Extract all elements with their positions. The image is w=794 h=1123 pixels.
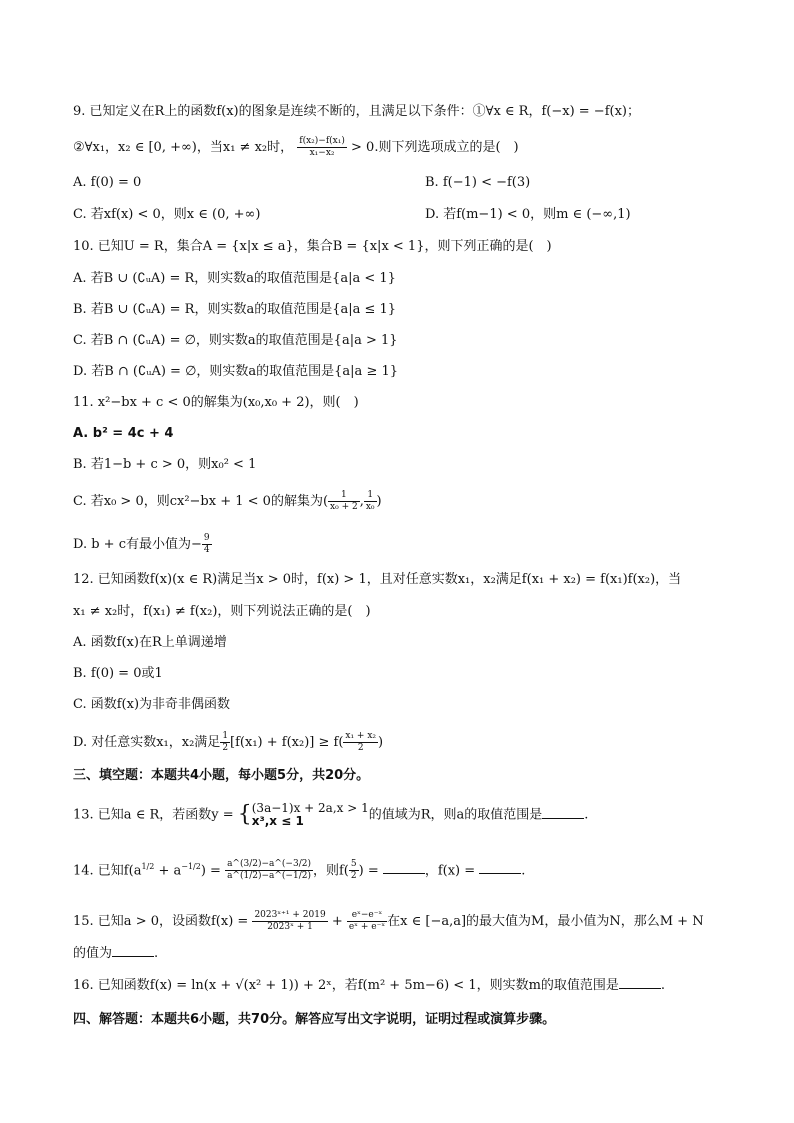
q16-text: 16. 已知函数f(x) = ln(x + √(x² + 1)) + 2ˣ，若f(m² + 5m−6) < 1，则实数m的取值范围是	[73, 978, 619, 993]
q12-optd-frac	[343, 731, 378, 754]
q16-answer-blank[interactable]	[619, 976, 661, 989]
q15-line1	[73, 910, 734, 933]
q10-option-a: A. 若B ∪ (∁ᵤA) = R，则实数a的取值范围是{a|a < 1}	[73, 271, 396, 286]
q13-cases	[252, 802, 369, 828]
q14-mid1: + a	[154, 863, 182, 879]
q12-optd-half-den: 2	[222, 743, 229, 753]
q11-optc-post: )	[376, 494, 382, 509]
q10-option-d: D. 若B ∩ (∁ᵤA) = ∅，则实数a的取值范围是{a|a ≥ 1}	[73, 364, 399, 379]
q15-frac2-den: eˣ + e⁻ˣ	[348, 922, 386, 932]
q14-mid3: ，则f(	[312, 863, 349, 879]
q15-frac1-den: 2023ˣ + 1	[267, 922, 313, 932]
q15-answer-blank[interactable]	[112, 944, 154, 957]
q9-options-row2	[73, 205, 734, 225]
q11-optd-frac	[202, 533, 212, 556]
q14-frac2-num: 5	[350, 859, 357, 870]
q11-optc-frac1	[328, 490, 360, 513]
q14-mid2: ) =	[200, 863, 226, 879]
q11-optd-num: 9	[203, 533, 210, 543]
q12-option-b: B. f(0) = 0或1	[73, 666, 163, 681]
q9-option-a: A. f(0) = 0	[73, 175, 142, 190]
q14-mid4: ) =	[358, 863, 383, 879]
q12-option-d	[73, 731, 734, 754]
q9-options-row1	[73, 173, 734, 193]
q11-optc-f1-num: 1	[328, 490, 360, 502]
q13	[73, 802, 734, 828]
q15-frac1	[252, 910, 327, 933]
q11-optd-pre: D. b + c有最小值为−	[73, 537, 202, 552]
q14-answer-blank-1[interactable]	[383, 861, 425, 874]
q14-pre: 14. 已知f(a	[73, 863, 142, 879]
q9-option-b: B. f(−1) < −f(3)	[425, 175, 531, 190]
q9-option-d: D. 若f(m−1) < 0，则m ∈ (−∞,1)	[425, 207, 631, 222]
q14-mid5: ，f(x) =	[424, 863, 480, 879]
q14-frac	[225, 859, 313, 882]
q15-post: 在x ∈ [−a,a]的最大值为M，最小值为N，那么M + N	[387, 914, 704, 929]
q9-line1: 9. 已知定义在R上的函数f(x)的图象是连续不断的，且满足以下条件：①∀x ∈ R，f(−x) = −f(x)；	[73, 104, 640, 119]
q15-end: .	[154, 946, 159, 961]
q12-option-a: A. 函数f(x)在R上单调递增	[73, 635, 227, 650]
q11-option-d	[73, 533, 734, 556]
q15-line2	[73, 944, 734, 964]
q11-optc-f2-num: 1	[364, 490, 377, 502]
q13-case1: (3a−1)x + 2a,x > 1	[251, 801, 369, 815]
q14-frac-den: a^(1/2)−a^(−1/2)	[227, 871, 311, 882]
q10-stem: 10. 已知U = R，集合A = {x|x ≤ a}，集合B = {x|x < 1}，则下列正确的是( )	[73, 239, 552, 254]
q14-frac2	[349, 859, 359, 882]
q12-line2: x₁ ≠ x₂时，f(x₁) ≠ f(x₂)，则下列说法正确的是( )	[73, 604, 371, 619]
q10-option-b: B. 若B ∪ (∁ᵤA) = R，则实数a的取值范围是{a|a ≤ 1}	[73, 302, 397, 317]
q12-optd-post: )	[378, 735, 384, 750]
q11-optc-frac2	[364, 490, 377, 513]
q14	[73, 857, 734, 882]
q11-optc-f2-den: x₀	[365, 502, 375, 512]
q10-option-c: C. 若B ∩ (∁ᵤA) = ∅，则实数a的取值范围是{a|a > 1}	[73, 333, 398, 348]
q15-line2-text: 的值为	[73, 946, 113, 961]
q15-frac2-num: eˣ−e⁻ˣ	[347, 910, 387, 922]
q12-optd-half	[220, 731, 230, 754]
q9-frac-num: f(x₂)−f(x₁)	[299, 136, 345, 146]
q14-answer-blank-2[interactable]	[479, 861, 521, 874]
q13-answer-blank[interactable]	[542, 806, 584, 819]
q12-optd-mid: [f(x₁) + f(x₂)] ≥ f(	[230, 735, 344, 750]
q14-exp2: −1/2	[181, 862, 201, 871]
q15-frac1-num: 2023ˣ⁺¹ + 2019	[254, 910, 326, 920]
q12-optd-frac-num: x₁ + x₂	[345, 731, 377, 741]
q16	[73, 976, 734, 996]
q12-optd-frac-den: 2	[357, 743, 364, 753]
q13-end: .	[584, 807, 589, 823]
q14-exp1: 1/2	[141, 862, 155, 871]
section4-heading: 四、解答题：本题共6小题，共70分。解答应写出文字说明，证明过程或演算步骤。	[73, 1012, 556, 1027]
q9-line2-text: ②∀x₁，x₂ ∈ [0, +∞)，当x₁ ≠ x₂时，	[73, 140, 294, 155]
q12-optd-half-num: 1	[222, 731, 229, 741]
q12-line1: 12. 已知函数f(x)(x ∈ R)满足当x > 0时，f(x) > 1，且对任意实数x₁，x₂满足f(x₁ + x₂) = f(x₁)f(x₂)，当	[73, 572, 682, 587]
q11-optd-den: 4	[203, 545, 210, 555]
q11-stem: 11. x²−bx + c < 0的解集为(x₀,x₀ + 2)，则( )	[73, 395, 359, 410]
q12-option-c: C. 函数f(x)为非奇非偶函数	[73, 697, 231, 712]
q11-optc-f1-den: x₀ + 2	[330, 502, 358, 512]
q13-case2: x³,x ≤ 1	[251, 814, 304, 828]
q16-end: .	[660, 978, 666, 993]
q9-frac-den: x₁−x₂	[309, 148, 335, 158]
q9-option-c: C. 若xf(x) < 0，则x ∈ (0, +∞)	[73, 207, 261, 222]
q13-post: 的值域为R，则a的取值范围是	[368, 807, 543, 823]
q11-option-a: A. b² = 4c + 4	[73, 426, 174, 441]
q14-frac2-den: 2	[350, 871, 357, 882]
section3-heading: 三、填空题：本题共4小题，每小题5分，共20分。	[73, 768, 370, 783]
q11-optc-sep: ,	[359, 494, 364, 509]
q12-optd-pre: D. 对任意实数x₁，x₂满足	[73, 735, 221, 750]
q9-line2	[73, 136, 734, 159]
q14-frac-num: a^(3/2)−a^(−3/2)	[227, 859, 311, 870]
q15-pre: 15. 已知a > 0，设函数f(x) =	[73, 914, 253, 929]
q11-option-c	[73, 490, 734, 513]
q13-pre: 13. 已知a ∈ R，若函数y =	[73, 807, 238, 823]
q9-fraction	[297, 136, 347, 159]
q14-end: .	[521, 863, 526, 879]
q15-plus: +	[327, 914, 347, 929]
q9-line2-after: > 0.则下列选项成立的是( )	[351, 140, 519, 155]
q15-frac2	[347, 910, 387, 933]
q11-optc-pre: C. 若x₀ > 0，则cx²−bx + 1 < 0的解集为(	[73, 494, 329, 509]
q11-option-b: B. 若1−b + c > 0，则x₀² < 1	[73, 457, 257, 472]
q13-brace: {	[237, 802, 252, 827]
